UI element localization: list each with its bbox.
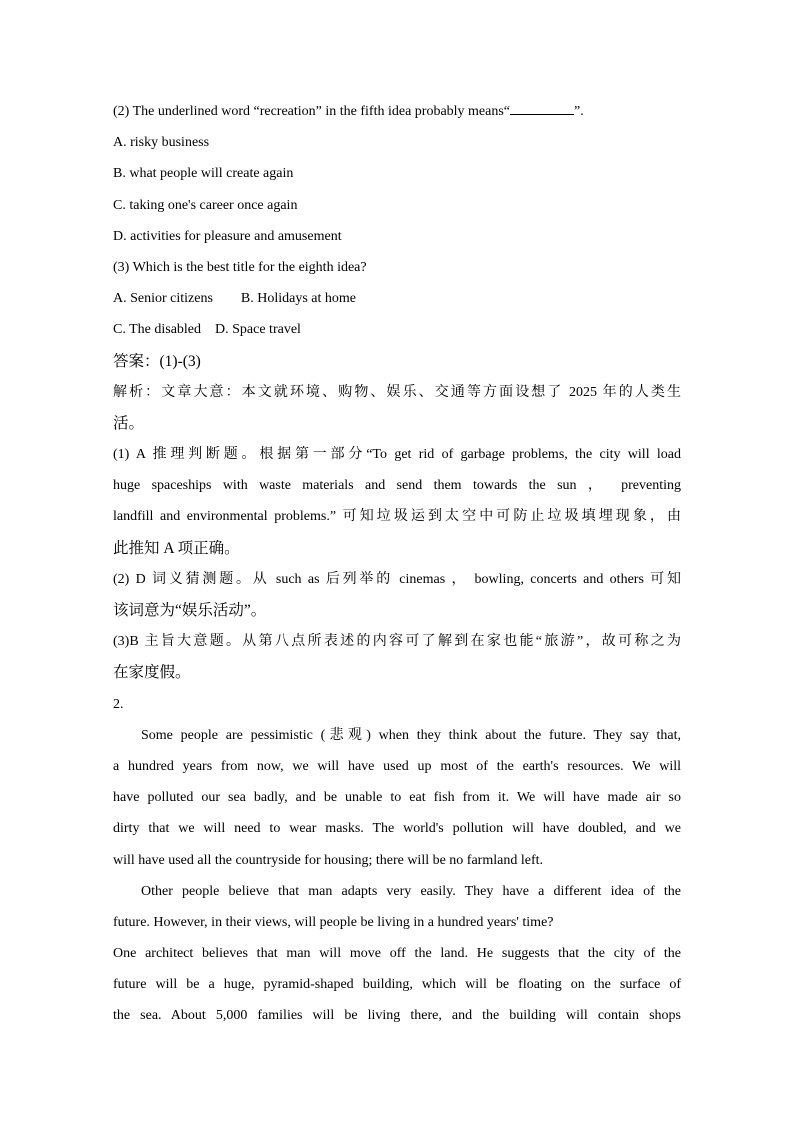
question-3-options-cd <box>113 314 681 345</box>
option-3a: A. Senior citizens <box>113 291 213 307</box>
explanation-1-line-3: landfill and environmental problems.” 可知垃圾运到太空中可防止垃圾填埋现象，由 <box>113 509 681 525</box>
passage-p3-line-2: future will be a huge, pyramid-shaped building, which will be floating on the surface of <box>113 977 681 993</box>
question-3: (3) Which is the best title for the eighth idea? <box>113 259 367 275</box>
answer-line: 答案：(1)-(3) <box>113 352 201 370</box>
explanation-1-line-1: (1) A 推理判断题。根据第一部分“To get rid of garbage problems, the city will load <box>113 447 681 463</box>
question-2 <box>113 96 681 127</box>
section-2-number: 2. <box>113 696 124 712</box>
passage-p3-line-1: One architect believes that man will move off the land. He suggests that the city of the <box>113 946 681 962</box>
explanation-2-line-2: 该词意为“娱乐活动”。 <box>113 602 267 619</box>
option-2b: B. what people will create again <box>113 166 294 182</box>
option-2d: D. activities for pleasure and amusement <box>113 228 342 244</box>
explanation-1-line-2: huge spaceships with waste materials and send them towards the sun ， preventing <box>113 478 681 494</box>
passage-p1-line-5: will have used all the countryside for housing; there will be no farmland left. <box>113 852 543 868</box>
passage-p2-line-1: Other people believe that man adapts very easily. They have a different idea of the <box>141 883 681 899</box>
option-3d: D. Space travel <box>215 322 301 338</box>
explanation-3-line-2: 在家度假。 <box>113 664 191 682</box>
passage-p2-line-2: future. However, in their views, will people be living in a hundred years' time? <box>113 914 554 930</box>
analysis-line-2: 活。 <box>113 414 145 432</box>
option-2c: C. taking one's career once again <box>113 197 298 213</box>
explanation-1-line-4: 此推知 A 项正确。 <box>113 539 240 557</box>
option-3c: C. The disabled <box>113 322 202 338</box>
explanation-2-line-1: (2) D 词义猜测题。从 such as 后列举的 cinemas ， bowling, concerts and others 可知 <box>113 571 681 587</box>
explanation-3-line-1: (3)B 主旨大意题。从第八点所表述的内容可了解到在家也能“旅游”，故可称之为 <box>113 634 681 650</box>
passage-p1-line-2: a hundred years from now, we will have used up most of the earth's resources. We will <box>113 758 681 774</box>
document-page <box>113 96 681 1032</box>
passage-p1-line-3: have polluted our sea badly, and be unable to eat fish from it. We will have made air so <box>113 790 681 806</box>
passage-p1-line-4: dirty that we will need to wear masks. The world's pollution will have doubled, and we <box>113 821 681 837</box>
answer-blank <box>510 102 574 115</box>
analysis-line-1: 解析：文章大意：本文就环境、购物、娱乐、交通等方面设想了 2025 年的人类生 <box>113 384 681 400</box>
passage-p3-line-3: the sea. About 5,000 families will be living there, and the building will contain shops <box>113 1008 681 1024</box>
question-2-suffix: ”. <box>574 104 584 119</box>
option-2a: A. risky business <box>113 135 210 151</box>
question-2-text: (2) The underlined word “recreation” in the fifth idea probably means“ <box>113 104 511 119</box>
question-3-options-ab <box>113 283 681 314</box>
option-3b: B. Holidays at home <box>240 291 357 307</box>
passage-p1-line-1: Some people are pessimistic (悲观) when they think about the future. They say that, <box>141 727 681 743</box>
